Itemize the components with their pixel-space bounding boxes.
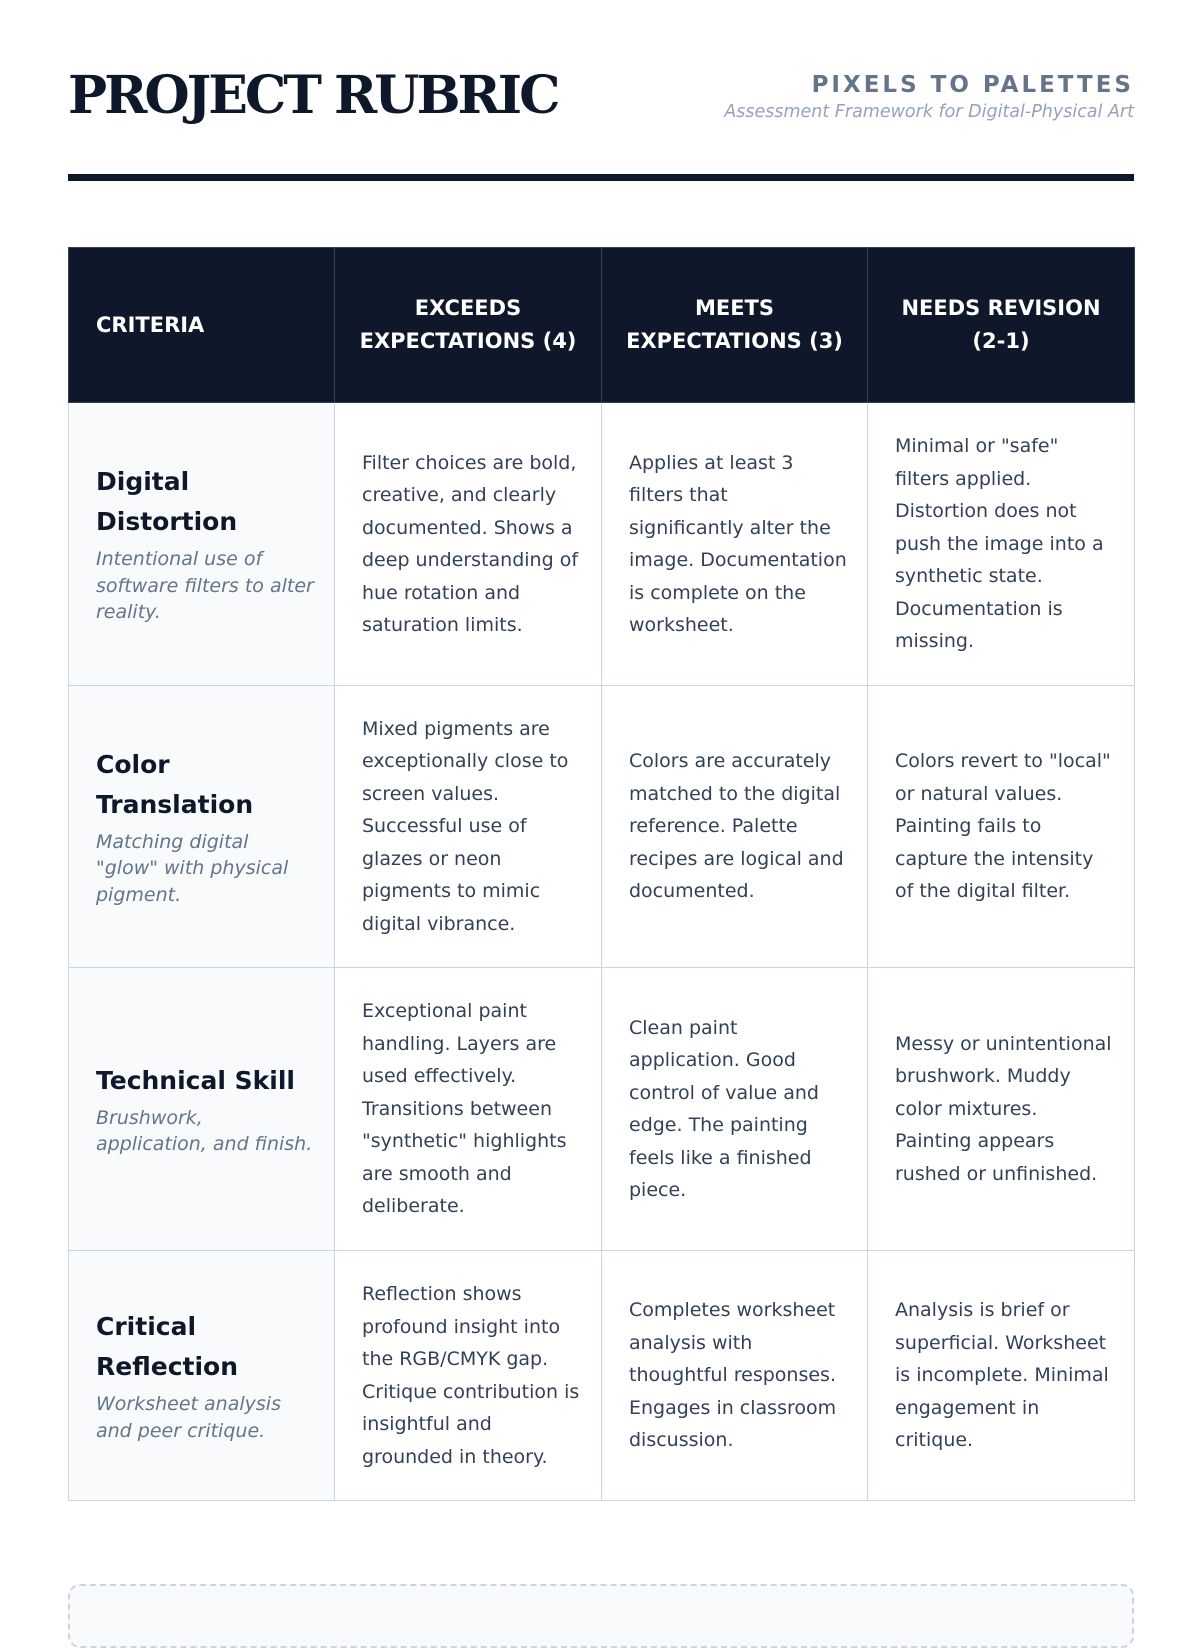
brand-name: PIXELS TO PALETTES xyxy=(811,72,1134,98)
header-divider xyxy=(68,174,1134,181)
table-row xyxy=(69,968,1135,1251)
criteria-description: Matching digital "glow" with physical pigment. xyxy=(96,830,289,906)
meets-cell: Colors are accurately matched to the digital reference. Palette recipes are logical and documented. xyxy=(602,686,868,968)
criteria-name: Color Translation xyxy=(96,749,254,819)
column-header-criteria: CRITERIA xyxy=(69,248,335,403)
exceeds-cell: Mixed pigments are exceptionally close to screen values. Successful use of glazes or neon pigments to mimic digital vibrance. xyxy=(335,686,602,968)
criteria-description: Brushwork, application, and finish. xyxy=(96,1106,313,1155)
needs-revision-cell: Colors revert to "local" or natural values. Painting fails to capture the intensity of the digital filter. xyxy=(868,686,1135,968)
table-row xyxy=(69,1251,1135,1501)
exceeds-cell: Exceptional paint handling. Layers are used effectively. Transitions between "synthetic" highlights are smooth and deliberate. xyxy=(335,968,602,1251)
exceeds-cell: Reflection shows profound insight into the RGB/CMYK gap. Critique contribution is insightful and grounded in theory. xyxy=(335,1251,602,1501)
criteria-cell xyxy=(69,686,335,968)
needs-revision-cell: Messy or unintentional brushwork. Muddy color mixtures. Painting appears rushed or unfinished. xyxy=(868,968,1135,1251)
criteria-name: Critical Reflection xyxy=(96,1312,239,1381)
column-header-exceeds: EXCEEDS EXPECTATIONS (4) xyxy=(335,248,602,403)
meets-cell: Clean paint application. Good control of value and edge. The painting feels like a finished piece. xyxy=(602,968,868,1251)
table-header-row xyxy=(69,248,1135,403)
brand-tagline: Assessment Framework for Digital-Physical Art xyxy=(724,101,1134,122)
rubric-table xyxy=(68,247,1135,1501)
rubric-page xyxy=(68,0,1134,1468)
criteria-cell xyxy=(69,403,335,686)
criteria-name: Digital Distortion xyxy=(96,467,238,537)
table-row xyxy=(69,686,1135,968)
page-header xyxy=(68,0,1134,181)
criteria-name: Technical Skill xyxy=(96,1065,295,1095)
column-header-meets: MEETS EXPECTATIONS (3) xyxy=(602,248,868,403)
brand-block xyxy=(724,72,1134,122)
meets-cell: Completes worksheet analysis with thoughtful responses. Engages in classroom discussion. xyxy=(602,1251,868,1501)
criteria-description: Worksheet analysis and peer critique. xyxy=(96,1393,281,1442)
criteria-cell xyxy=(69,1251,335,1501)
column-header-needs-revision: NEEDS REVISION (2-1) xyxy=(868,248,1135,403)
notes-box xyxy=(68,1584,1134,1648)
criteria-cell xyxy=(69,968,335,1251)
exceeds-cell: Filter choices are bold, creative, and clearly documented. Shows a deep understanding of hue rotation and saturation limits. xyxy=(335,403,602,686)
table-row xyxy=(69,403,1135,686)
page-title: PROJECT RUBRIC xyxy=(68,65,558,126)
meets-cell: Applies at least 3 filters that significantly alter the image. Documentation is complete on the worksheet. xyxy=(602,403,868,686)
needs-revision-cell: Minimal or "safe" filters applied. Distortion does not push the image into a synthetic state. Documentation is missing. xyxy=(868,403,1135,686)
criteria-description: Intentional use of software filters to alter reality. xyxy=(96,548,314,624)
needs-revision-cell: Analysis is brief or superficial. Worksheet is incomplete. Minimal engagement in critique. xyxy=(868,1251,1135,1501)
